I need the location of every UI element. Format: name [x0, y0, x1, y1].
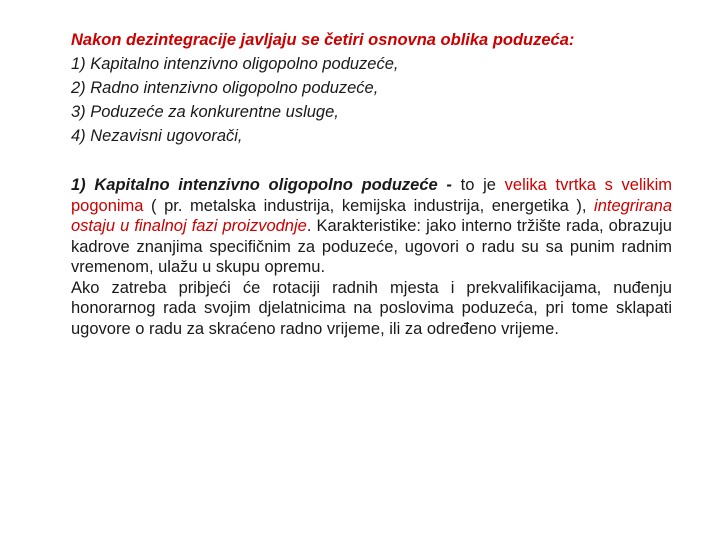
section-1-text-3: . Karakteristike: jako interno tržište rada, obrazuju kadrove znanjima specifičnim za poduzeće, ugovori o radu su sa punim radnim vremenom, ulažu u skupu opremu.: [71, 217, 672, 276]
section-1-title: 1) Kapitalno intenzivno oligopolno poduzeće: [71, 176, 438, 194]
intro-block: [71, 28, 672, 148]
section-1-paragraph-1: [71, 175, 672, 278]
intro-item-4: 4) Nezavisni ugovorači,: [71, 127, 243, 145]
intro-heading: Nakon dezintegracije javljaju se četiri osnovna oblika poduzeća:: [71, 31, 575, 49]
slide-content: [71, 28, 672, 339]
intro-item-3: 3) Poduzeće za konkurentne usluge,: [71, 103, 339, 121]
section-1-paragraph-2: Ako zatreba pribjeći će rotaciji radnih mjesta i prekvalifikacijama, nuđenju honorarnog rada svojim djelatnicima na poslovima poduzeća, pri tome sklapati ugovore o radu za skraćeno radno vrijeme, ili za određeno vrijeme.: [71, 278, 672, 338]
section-1-highlight-2: integrirana ostaju u finalnoj fazi proizvodnje: [71, 196, 672, 235]
intro-item-2: 2) Radno intenzivno oligopolno poduzeće,: [71, 79, 379, 97]
section-1: [71, 175, 672, 339]
section-1-highlight-1: velika tvrtka s velikim pogonima: [71, 176, 672, 215]
section-1-text-2: ( pr. metalska industrija, kemijska industrija, energetika ),: [143, 196, 595, 215]
intro-item-1: 1) Kapitalno intenzivno oligopolno poduzeće,: [71, 55, 399, 73]
section-1-dash: -: [437, 176, 461, 194]
section-1-text-1: to je: [460, 176, 505, 194]
